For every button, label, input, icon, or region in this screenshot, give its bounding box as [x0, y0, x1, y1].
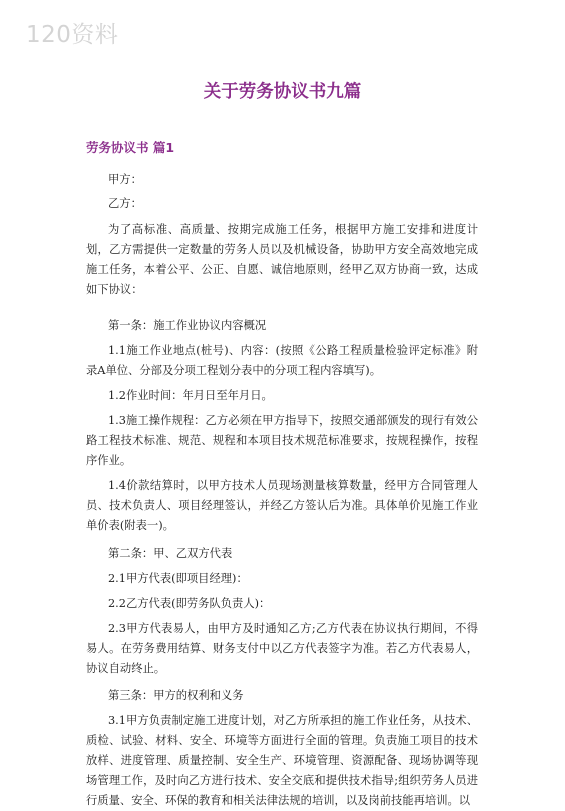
paragraph-clause-2-2: 2.2乙方代表(即劳务队负责人)：: [108, 597, 271, 610]
paragraph-article-2-heading: 第二条：甲、乙双方代表: [108, 547, 233, 560]
paragraph-party-a: 甲方：: [108, 173, 142, 186]
paragraph-clause-2-3: 2.3甲方代表易人，由甲方及时通知乙方;乙方代表在协议执行期间，不得易人。在劳务费用结算、财务支付中以乙方代表签字为准。若乙方代表易人，协议自动终止。: [86, 622, 478, 675]
watermark: 120资料: [26, 22, 119, 48]
paragraph-party-b: 乙方：: [108, 197, 142, 210]
paragraph-clause-1-1: 1.1施工作业地点(桩号)、内容：(按照《公路工程质量检验评定标准》附录A单位、分部及分项工程划分表中的分项工程内容填写)。: [86, 344, 478, 377]
paragraph-article-1-heading: 第一条：施工作业协议内容概况: [108, 319, 267, 332]
paragraph-clause-1-4: 1.4价款结算时，以甲方技术人员现场测量核算数量，经甲方合同管理人员、技术负责人、项目经理签认，并经乙方签认后为准。具体单价见施工作业单价表(附表一)。: [86, 479, 478, 532]
paragraph-clause-3-1: 3.1甲方负责制定施工进度计划，对乙方所承担的施工作业任务，从技术、质检、试验、材料、安全、环境等方面进行全面的管理。负责施工项目的技术放样、进度管理、质量控制、安全生产、环境管理、资源配备、现场协调等现场管理工作，及时向乙方进行技术、安全交底和提供技术指导;组织劳务人员进行质量、安全、环保的教育和相关法律法规的培训，以及岗前技能再培训。以: [86, 714, 478, 807]
paragraph-clause-1-3: 1.3施工操作规程：乙方必须在甲方指导下，按照交通部颁发的现行有效公路工程技术标准、规范、规程和本项目技术规范标准要求，按规程操作，按程序作业。: [86, 414, 478, 467]
paragraph-intro: 为了高标准、高质量、按期完成施工任务，根据甲方施工安排和进度计划，乙方需提供一定数量的劳务人员以及机械设备，协助甲方安全高效地完成施工任务，本着公平、公正、自愿、诚信地原则，经甲乙双方协商一致，达成如下协议：: [86, 223, 478, 296]
paragraph-article-3-heading: 第三条：甲方的权利和义务: [108, 689, 244, 702]
document-title: 关于劳务协议书九篇: [203, 82, 362, 102]
paragraph-clause-2-1: 2.1甲方代表(即项目经理)：: [108, 572, 248, 585]
section-heading: 劳务协议书 篇1: [86, 140, 175, 155]
paragraph-clause-1-2: 1.2作业时间：年月日至年月日。: [108, 389, 273, 402]
